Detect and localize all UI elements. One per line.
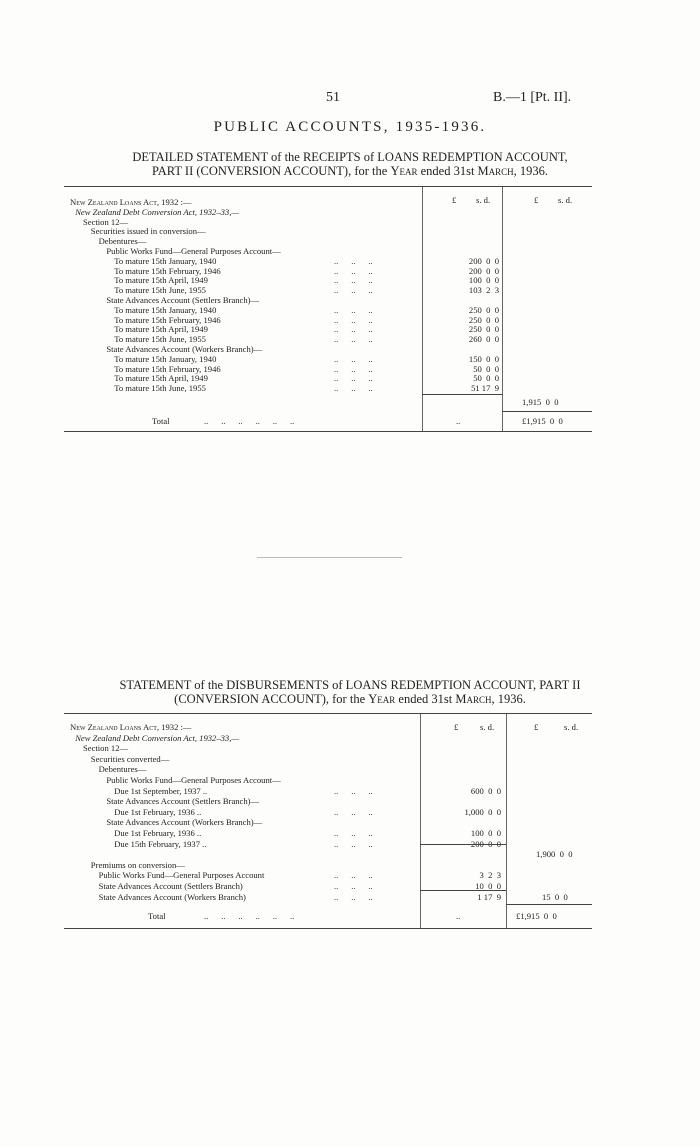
row-amount: 100 0 0	[468, 275, 499, 286]
row-label: To mature 15th April, 1949	[114, 324, 208, 335]
table-row	[64, 324, 592, 334]
pound-header: £	[534, 722, 539, 732]
row-label: To mature 15th April, 1949	[114, 373, 208, 384]
row-label: To mature 15th February, 1946	[114, 363, 221, 374]
subtotal-amount: 15 0 0	[542, 892, 568, 902]
receipts-table	[64, 186, 592, 432]
leader-dots: .. .. ..	[334, 275, 373, 286]
row-amount: 260 0 0	[468, 334, 499, 345]
table-row	[64, 786, 592, 796]
total-row	[64, 416, 592, 426]
row-label: State Advances Account (Settlers Branch)	[98, 881, 243, 891]
row-amount: 51 17 9	[471, 383, 499, 394]
row-label: Premiums on conversion—	[90, 859, 185, 870]
row-label: New Zealand Loans Act, 1932 :—	[70, 722, 192, 732]
row-label: New Zealand Debt Conversion Act, 1932–33,—	[75, 206, 240, 217]
table-row	[64, 256, 592, 266]
row-label: To mature 15th June, 1955	[114, 383, 206, 394]
disbursements-title-line1: STATEMENT of the DISBURSEMENTS of LOANS REDEMPTION ACCOUNT, PART II	[119, 678, 581, 692]
row-label: To mature 15th February, 1946	[114, 314, 221, 325]
row-amount: 103 2 3	[468, 285, 499, 296]
sd-header: s. d.	[564, 722, 579, 732]
row-label: State Advances Account (Workers Branch)	[98, 891, 246, 902]
row-label: State Advances Account (Settlers Branch)—	[106, 295, 260, 305]
section-separator	[257, 557, 402, 558]
row-label: Public Works Fund—General Purposes Account—	[106, 246, 281, 256]
row-amount: 50 0 0	[473, 363, 499, 374]
row-label: To mature 15th June, 1955	[114, 334, 206, 345]
leader-dots: .. .. ..	[334, 870, 373, 881]
page-number: 51	[326, 90, 340, 105]
row-amount: 600 0 0	[470, 785, 501, 796]
leader-dots: .. .. ..	[334, 255, 373, 266]
table-row	[64, 246, 592, 256]
leader-dots: .. .. ..	[334, 334, 373, 345]
row-label: To mature 15th April, 1949	[114, 275, 208, 286]
receipts-title	[60, 150, 640, 178]
row-label: To mature 15th June, 1955	[114, 285, 206, 296]
row-amount: 1,000 0 0	[464, 806, 501, 817]
table-row	[64, 849, 592, 859]
subtotal-rule	[420, 844, 506, 845]
leader-dots: .. .. ..	[334, 891, 373, 902]
sd-header: s. d.	[480, 722, 495, 732]
row-label: Public Works Fund—General Purposes Account	[98, 870, 265, 881]
leader-dots: .. .. .. .. .. ..	[204, 911, 295, 921]
leader-dots: .. .. ..	[334, 363, 373, 374]
table-row	[64, 807, 592, 817]
pound-header: £	[454, 722, 459, 732]
table-row	[64, 373, 592, 383]
table-row	[64, 207, 592, 217]
total-rule	[506, 904, 592, 905]
leader-dots: .. .. ..	[334, 785, 373, 796]
sd-header: s. d.	[476, 195, 491, 205]
receipts-title-line1: DETAILED STATEMENT of the RECEIPTS of LOANS REDEMPTION ACCOUNT,	[132, 150, 568, 164]
leader-dots: .. .. ..	[334, 285, 373, 296]
row-label: To mature 15th February, 1946	[114, 265, 221, 276]
table-row	[64, 796, 592, 806]
total-row	[64, 911, 592, 921]
page-heading: PUBLIC ACCOUNTS, 1935-1936.	[213, 119, 487, 135]
leader-dots: .. .. ..	[334, 324, 373, 335]
sd-header: s. d.	[558, 195, 573, 205]
table-row	[64, 839, 592, 849]
total-label: Total	[148, 911, 166, 921]
leader-dots: .. .. .. .. .. ..	[204, 416, 295, 426]
pound-header: £	[452, 195, 457, 205]
row-label: Section 12—	[83, 216, 129, 227]
table-row	[64, 383, 592, 393]
row-label: Public Works Fund—General Purposes Account—	[106, 775, 281, 785]
total-mid: ..	[456, 416, 461, 426]
row-amount: 200 0 0	[468, 255, 499, 266]
table-row	[64, 364, 592, 374]
subtotal-row	[64, 397, 592, 407]
disbursements-table	[64, 713, 592, 929]
leader-dots: .. .. ..	[334, 304, 373, 315]
table-row	[64, 881, 592, 891]
table-row	[64, 275, 592, 285]
table-row	[64, 197, 592, 207]
row-amount: 200 0 0	[470, 838, 501, 849]
row-label: Due 1st February, 1936 ..	[114, 806, 202, 817]
row-label: Securities issued in conversion—	[90, 226, 206, 237]
row-label: State Advances Account (Workers Branch)—	[106, 344, 263, 354]
table-row	[64, 226, 592, 236]
subtotal-amount: 1,915 0 0	[522, 397, 559, 407]
receipts-title-line2: PART II (CONVERSION ACCOUNT), for the Year ended 31st March, 1936.	[151, 164, 549, 178]
table-row	[64, 817, 592, 827]
row-label: Due 1st September, 1937 ..	[114, 785, 208, 796]
row-label: New Zealand Loans Act, 1932 :—	[70, 197, 192, 207]
table-row	[64, 775, 592, 785]
row-amount: 200 0 0	[468, 265, 499, 276]
table-row	[64, 305, 592, 315]
row-label: Debentures—	[98, 236, 147, 247]
table-row	[64, 217, 592, 227]
subtotal-amount: 1,900 0 0	[536, 849, 573, 860]
table-row	[64, 870, 592, 880]
row-label: Debentures—	[98, 764, 147, 775]
leader-dots: .. .. ..	[334, 383, 373, 394]
disbursements-title	[60, 678, 640, 706]
table-row	[64, 334, 592, 344]
table-row	[64, 733, 592, 743]
row-amount: 50 0 0	[473, 373, 499, 384]
pound-header: £	[534, 195, 539, 205]
row-amount: 3 2 3	[479, 870, 501, 881]
row-amount: 250 0 0	[468, 314, 499, 325]
leader-dots: .. .. ..	[334, 265, 373, 276]
row-label: Section 12—	[83, 743, 129, 754]
row-amount: 150 0 0	[468, 353, 499, 364]
table-row	[64, 754, 592, 764]
leader-dots: .. .. ..	[334, 806, 373, 817]
table-row	[64, 828, 592, 838]
total-amount: £1,915 0 0	[522, 416, 563, 426]
disbursements-title-line2: (CONVERSION ACCOUNT), for the Year ended 31st March, 1936.	[174, 692, 526, 706]
total-label: Total	[152, 416, 170, 426]
subtotal-rule	[420, 890, 506, 891]
leader-dots: .. .. ..	[334, 353, 373, 364]
row-label: To mature 15th January, 1940	[114, 255, 217, 266]
subtotal-row	[64, 892, 592, 902]
row-amount: 250 0 0	[468, 304, 499, 315]
table-row	[64, 315, 592, 325]
row-label: State Advances Account (Workers Branch)—	[106, 817, 263, 828]
row-amount: 1 17 9	[477, 891, 501, 902]
leader-dots: .. .. ..	[334, 828, 373, 838]
row-amount: 250 0 0	[468, 324, 499, 335]
table-row	[64, 266, 592, 276]
table-row	[64, 344, 592, 354]
row-label: Securities converted—	[90, 753, 170, 764]
row-label: State Advances Account (Settlers Branch)—	[106, 796, 260, 807]
table-row	[64, 295, 592, 305]
leader-dots: .. .. ..	[334, 881, 373, 891]
row-label: To mature 15th January, 1940	[114, 353, 217, 364]
table-row	[64, 743, 592, 753]
row-label: Due 15th February, 1937 ..	[114, 838, 207, 849]
table-row	[64, 236, 592, 246]
leader-dots: .. .. ..	[334, 314, 373, 325]
row-label: Due 1st February, 1936 ..	[114, 828, 202, 838]
row-amount: 10 0 0	[475, 881, 501, 891]
table-row	[64, 722, 592, 732]
leader-dots: .. .. ..	[334, 373, 373, 384]
table-row	[64, 764, 592, 774]
leader-dots: .. .. ..	[334, 838, 373, 849]
table-row	[64, 354, 592, 364]
subtotal-rule	[422, 394, 502, 395]
table-row	[64, 860, 592, 870]
row-amount: 100 0 0	[470, 828, 501, 838]
table-row	[64, 285, 592, 295]
total-mid: ..	[456, 911, 461, 921]
row-label: To mature 15th January, 1940	[114, 304, 217, 315]
document-reference: B.—1 [Pt. II].	[493, 90, 572, 105]
total-amount: £1,915 0 0	[516, 911, 557, 921]
row-label: New Zealand Debt Conversion Act, 1932–33,—	[75, 732, 240, 743]
total-rule	[502, 411, 592, 412]
